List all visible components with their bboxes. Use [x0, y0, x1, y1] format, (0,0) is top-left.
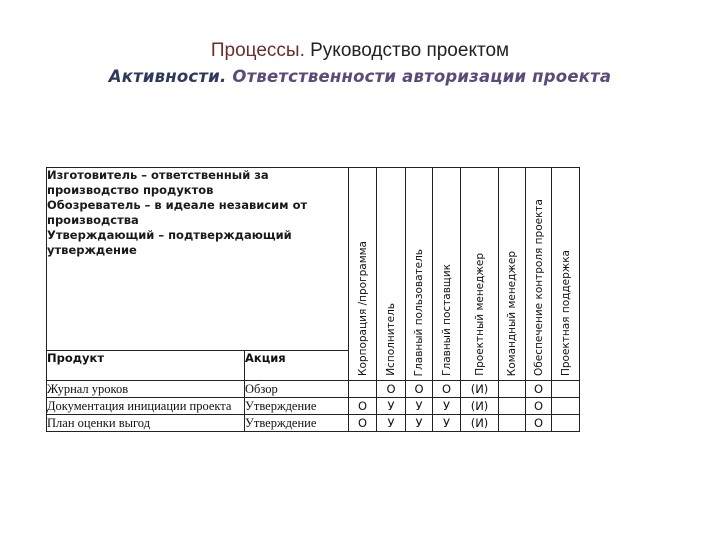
value-cell: О: [526, 381, 552, 398]
product-column-header: Продукт: [47, 350, 245, 380]
value-cell: [552, 398, 580, 415]
title-project-management: Руководство проектом: [304, 40, 510, 61]
value-cell: (И): [461, 381, 499, 398]
role-label: Обеспечение контроля проекта: [532, 199, 545, 376]
role-header: [377, 168, 406, 381]
legend-line: Обозреватель – в идеале независим от: [47, 198, 308, 212]
value-cell: О: [406, 381, 433, 398]
legend-line: производства: [47, 213, 139, 227]
role-label: Проектный менеджер: [473, 253, 486, 376]
value-cell: У: [406, 415, 433, 432]
action-cell: Утверждение: [245, 415, 349, 432]
value-cell: У: [406, 398, 433, 415]
legend-line: Утверждающий – подтверждающий: [47, 228, 292, 242]
table-row: [47, 415, 580, 432]
value-cell: О: [526, 398, 552, 415]
action-cell: Утверждение: [245, 398, 349, 415]
role-header: [499, 168, 526, 381]
value-cell: [499, 381, 526, 398]
value-cell: [499, 415, 526, 432]
value-cell: У: [377, 398, 406, 415]
product-cell: Журнал уроков: [47, 381, 245, 398]
table-header-row: [47, 168, 580, 351]
value-cell: У: [433, 398, 461, 415]
title-line-1: [0, 38, 720, 64]
title-line-2: [0, 64, 720, 90]
title-activities: Активности.: [108, 67, 227, 86]
value-cell: (И): [461, 415, 499, 432]
value-cell: О: [349, 415, 377, 432]
action-cell: Обзор: [245, 381, 349, 398]
legend-line: утверждение: [47, 243, 137, 257]
value-cell: (И): [461, 398, 499, 415]
role-label: Корпорация /программа: [356, 241, 369, 376]
role-label: Главный пользователь: [413, 248, 425, 376]
responsibility-table: [46, 167, 580, 432]
role-header: [461, 168, 499, 381]
role-header: [349, 168, 377, 381]
table-row: [47, 398, 580, 415]
role-header: [526, 168, 552, 381]
slide-title: [0, 38, 720, 90]
value-cell: [349, 381, 377, 398]
product-cell: Документация инициации проекта: [47, 398, 245, 415]
product-cell: План оценки выгод: [47, 415, 245, 432]
value-cell: У: [433, 415, 461, 432]
legend-line: производство продуктов: [47, 183, 214, 197]
value-cell: О: [433, 381, 461, 398]
title-processes: Процессы.: [210, 40, 305, 61]
value-cell: [552, 381, 580, 398]
role-label: Командный менеджер: [506, 250, 518, 376]
value-cell: У: [377, 415, 406, 432]
role-label: Проектная поддержка: [559, 249, 572, 376]
table-row: [47, 381, 580, 398]
role-header: [406, 168, 433, 381]
value-cell: [552, 415, 580, 432]
value-cell: О: [377, 381, 406, 398]
action-column-header: Акция: [245, 350, 349, 380]
role-header: [552, 168, 580, 381]
title-authorization-responsibilities: Ответственности авторизации проекта: [226, 67, 612, 86]
value-cell: О: [349, 398, 377, 415]
legend-line: Изготовитель – ответственный за: [47, 168, 269, 182]
role-label: Исполнитель: [385, 303, 397, 376]
value-cell: О: [526, 415, 552, 432]
role-label: Главный поставщик: [440, 264, 453, 376]
role-legend: [47, 168, 349, 351]
value-cell: [499, 398, 526, 415]
role-header: [433, 168, 461, 381]
